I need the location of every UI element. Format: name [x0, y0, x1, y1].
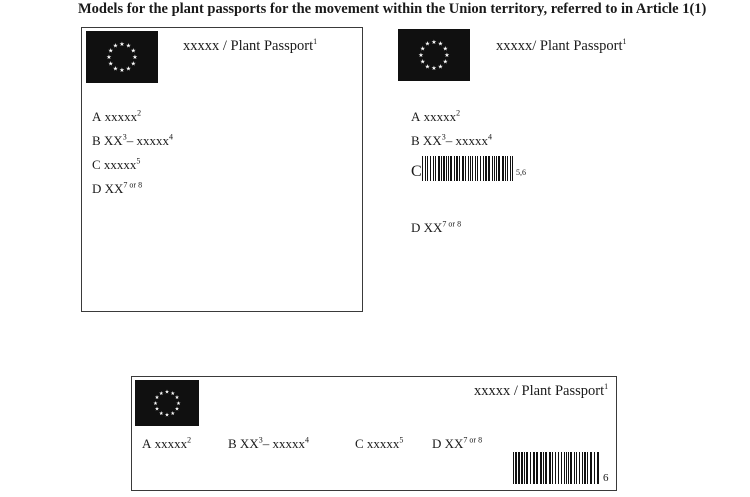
model-2-field-b: B $XX^3-$ xxxxx$^4$ [411, 132, 492, 148]
svg-text:★: ★ [119, 67, 125, 74]
svg-text:★: ★ [174, 406, 180, 413]
svg-text:★: ★ [158, 390, 164, 397]
model-1-title: xxxxx / Plant Passport$^1$ [183, 37, 318, 54]
svg-text:★: ★ [130, 47, 136, 55]
eu-flag-icon [398, 29, 470, 81]
model-2-field-d: D $XX^{7 or 8}$ [411, 219, 462, 235]
eu-flag-icon [86, 31, 158, 83]
model-1-field-a: A xxxxx$^2$ [92, 108, 142, 124]
svg-text:★: ★ [431, 39, 437, 46]
svg-text:★: ★ [437, 40, 444, 48]
svg-text:★: ★ [108, 47, 114, 55]
svg-text:★: ★ [154, 395, 160, 402]
svg-text:★: ★ [444, 52, 450, 59]
svg-text:★: ★ [125, 42, 132, 50]
model-2-field-c-label: C [411, 163, 422, 180]
svg-text:★: ★ [106, 54, 112, 61]
model-2-title: xxxxx/ Plant Passport$^1$ [496, 37, 627, 54]
model-3-field-b: B $XX^3-$ xxxxx$^4$ [228, 435, 309, 451]
svg-text:★: ★ [158, 410, 164, 417]
model-2-barcode-note: 5,6 [516, 168, 526, 177]
model-3-field-c: C xxxxx$^5$ [355, 435, 404, 451]
svg-text:★: ★ [125, 65, 132, 73]
svg-text:★: ★ [437, 63, 444, 71]
svg-text:★: ★ [170, 410, 176, 417]
svg-text:★: ★ [420, 58, 426, 66]
svg-text:★: ★ [176, 400, 181, 407]
svg-text:★: ★ [132, 54, 138, 61]
svg-text:★: ★ [112, 65, 119, 73]
barcode-icon [512, 452, 600, 484]
svg-text:★: ★ [424, 40, 431, 48]
model-1-field-b: B $XX^3-$ xxxxx$^4$ [92, 132, 173, 148]
model-3-field-d: D $XX^{7 or 8}$ [432, 435, 483, 451]
svg-text:★: ★ [431, 65, 437, 72]
model-3-field-a: A xxxxx$^2$ [142, 435, 192, 451]
model-2-field-a: A xxxxx$^2$ [411, 108, 461, 124]
svg-text:★: ★ [424, 63, 431, 71]
eu-flag-icon [135, 380, 199, 426]
svg-text:★: ★ [170, 390, 176, 397]
svg-text:★: ★ [154, 406, 160, 413]
svg-text:★: ★ [420, 45, 426, 53]
page-title: Models for the plant passports for the movement within the Union territory, referred to in Article 1(1) [78, 1, 707, 17]
model-3-title: xxxxx / Plant Passport$^1$ [474, 382, 609, 399]
svg-text:★: ★ [112, 42, 119, 50]
svg-text:★: ★ [119, 41, 125, 48]
svg-text:★: ★ [442, 58, 448, 66]
svg-text:★: ★ [442, 45, 448, 53]
svg-text:★: ★ [174, 395, 180, 402]
svg-text:★: ★ [153, 400, 158, 407]
barcode-icon [421, 156, 515, 181]
model-3-barcode-note: 6 [603, 472, 609, 484]
svg-text:★: ★ [418, 52, 424, 59]
svg-text:★: ★ [130, 60, 136, 68]
model-1-field-c: C xxxxx$^5$ [92, 156, 141, 172]
svg-text:★: ★ [164, 412, 170, 419]
svg-text:★: ★ [108, 60, 114, 68]
model-1-field-d: D $XX^{7 or 8}$ [92, 180, 143, 196]
svg-text:★: ★ [164, 389, 170, 396]
